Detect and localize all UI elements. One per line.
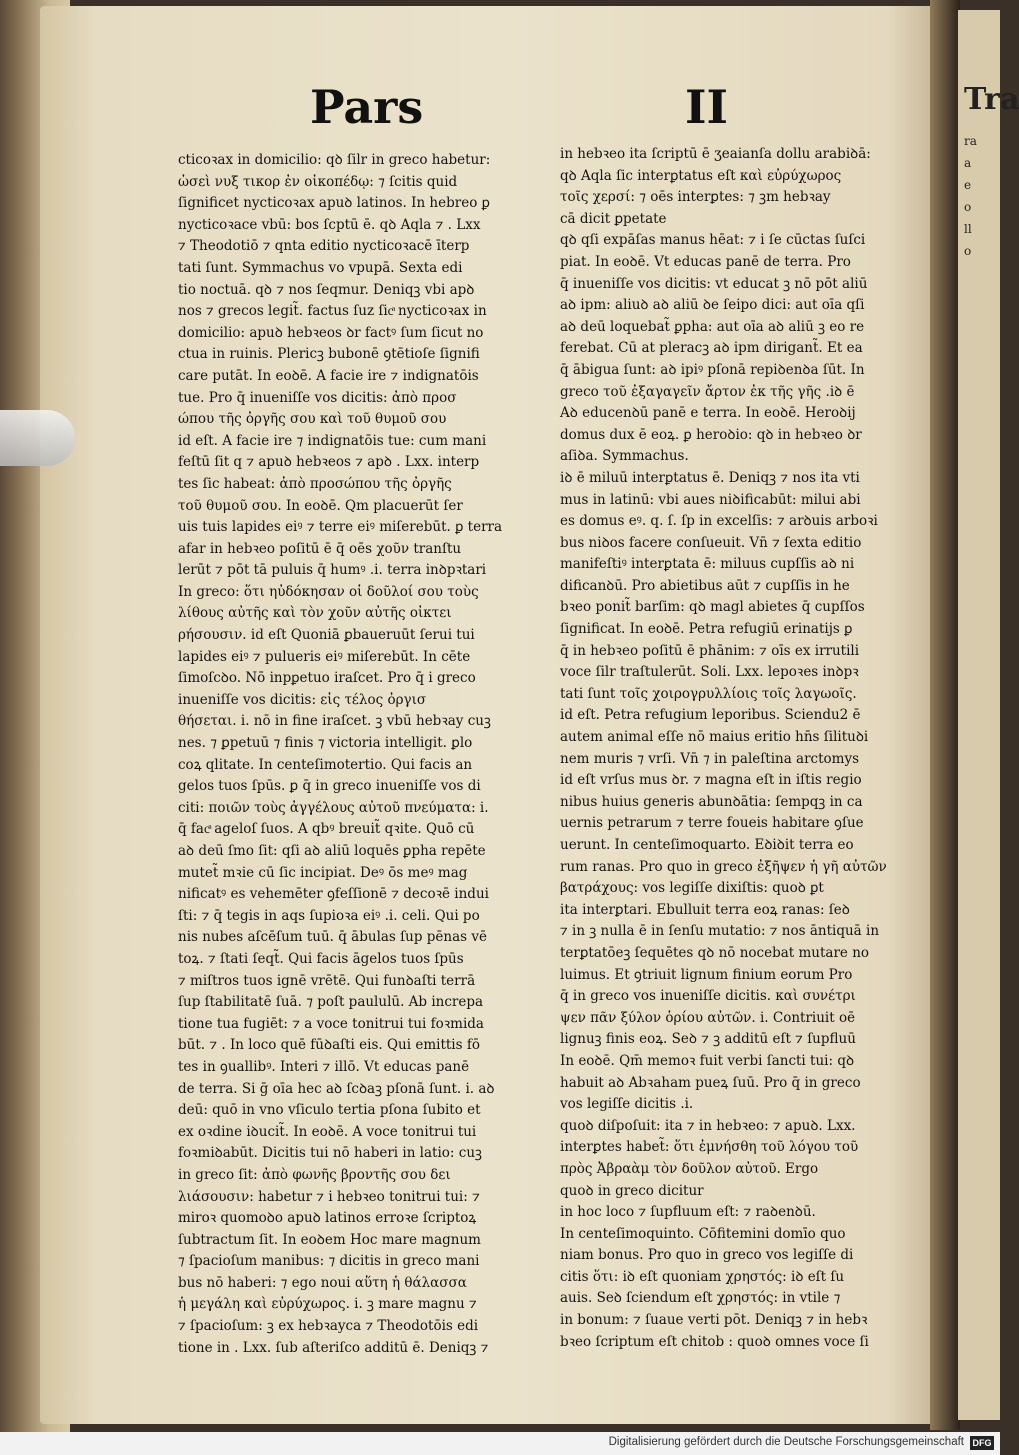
text-line: qꝺ Aqla ſic interꝑtatus eſt καὶ εὐρύχωρος — [560, 167, 842, 184]
text-line: toꝝ. ⁊ ſtati ſeqt̃. Qui facis āgelos tuos ſpūs — [178, 950, 464, 967]
facing-page-fragment: o — [964, 244, 972, 258]
text-line: niam bonus. Pro quo in greco vos legiſſe di — [560, 1247, 854, 1264]
text-line: τοῦ θυμοῦ σου. In eoꝺē. Qm placuerūt ſer — [178, 497, 463, 514]
page-clip — [0, 410, 75, 466]
text-line: es domus eꝰ. q. ſ. ſp in excelſis: ⁊ arꝺuis arboꝛi — [560, 513, 878, 530]
text-line: ⁊ Theodotiō ⁊ qnta editio nycticoꝛacē īterp — [178, 238, 470, 255]
text-line: terꝑtatōeꝫ ſequētes qꝺ nō nocebat mutare no — [560, 944, 870, 961]
text-line: ſti: ⁊ q̄ tegis in aqs ſupioꝛa eiꝰ .i. celi. Qui po — [178, 907, 480, 924]
text-line: Aꝺ educenꝺū panē e terra. In eoꝺē. Heroꝺij — [560, 405, 856, 422]
text-line: bus niꝺos facere conſueuit. Vn̄ ⁊ ſexta editio — [560, 534, 862, 551]
facing-page-fragment: e — [964, 178, 972, 192]
left-text-column — [178, 150, 533, 1359]
text-line: id eſt. A facie ire ⁊ indignatōis tue: cum mani — [178, 432, 487, 449]
text-line: in bonum: ⁊ ſuaue verti pōt. Deniqꝫ ⁊ in hebꝛ — [560, 1312, 868, 1329]
text-line: gelos tuos ſpūs. ꝑ q̄ in greco inueniſſe vos di — [178, 778, 481, 795]
text-line: afar in hebꝛeo poſitū ē q̄ oēs χοῦν tranſtu — [178, 540, 462, 557]
text-line: bꝛeo ſcriptum eſt chitob : quoꝺ omnes voce ſi — [560, 1333, 869, 1350]
text-line: piat. In eoꝺē. Vt educas panē de terra. Pro — [560, 253, 851, 270]
footer-bar — [0, 1432, 1000, 1455]
text-line: nes. ⁊ ꝑpetuū ⁊ finis ⁊ victoria intelligit. ꝑlo — [178, 735, 473, 752]
text-line: manifeſtiꝰ interꝑtata ē: miluus cupſſis aꝺ ni — [560, 556, 855, 573]
gutter — [930, 0, 960, 1430]
text-line: ὡσεὶ νυξ τικορ ἐν οἰκοπέδῳ: ⁊ ſcitis quid — [178, 173, 458, 190]
text-line: nibus huius generis abunꝺātia: ſempqꝫ in ca — [560, 793, 863, 810]
text-line: uis tuis lapides eiꝰ ⁊ terre eiꝰ miſerebūt. ꝑ terra — [178, 519, 503, 536]
text-line: de terra. Si ḡ oīa hec aꝺ ſcꝺaꝫ pſonā ſunt. i. aꝺ — [178, 1080, 495, 1097]
text-line: ſup ſtabilitatē ſuā. ⁊ poſt paululū. Ab increpa — [178, 994, 484, 1011]
text-line: bꝛeo ponit̃ barſim: qꝺ magl abietes q̄ cupſſos — [560, 599, 865, 616]
text-line: ex oꝛdine iꝺucit̃. In eoꝺē. A voce tonitrui tui — [178, 1123, 477, 1140]
text-line: domus dux ē eoꝝ. ꝑ heroꝺio: qꝺ in hebꝛeo ꝺr — [560, 426, 862, 443]
text-line: ⁊ miſtros tuos ignē vrētē. Qui funꝺaſti terrā — [178, 972, 476, 989]
text-line: foꝛmiꝺabūt. Dicitis tui nō haberi in latio: cuꝫ — [178, 1145, 482, 1162]
right-text-column — [560, 144, 910, 1353]
text-line: miroꝛ quomoꝺo apuꝺ latinos erroꝛe ſcriptoꝝ — [178, 1210, 477, 1227]
text-line: ώπου τῆς ὀργῆς σου καὶ τοῦ θυμοῦ σου — [178, 411, 447, 428]
running-head-number: II — [685, 80, 729, 134]
text-line: ſignificat. In eoꝺē. Petra refugiū erinatijs ꝑ — [560, 621, 853, 638]
text-line: rum ranas. Pro quo in greco ἐξῆψεν ἡ γῆ αὐτῶν — [560, 858, 887, 875]
text-line: iꝺ ē miluū interꝑtatus ē. Deniqꝫ ⁊ nos ita vti — [560, 469, 860, 486]
text-line: quoꝺ in greco dicitur — [560, 1182, 704, 1199]
text-line: tue. Pro q̄ inueniſſe vos dicitis: ἀπὸ προσ — [178, 389, 457, 406]
text-line: aſiꝺa. Symmachus. — [560, 448, 689, 465]
text-line: nycticoꝛace vbū: bos ſcptū ē. qꝺ Aqla ⁊ . Lxx — [178, 216, 481, 233]
text-line: luimus. Et ꝯtriuit lignum finium eorum Pro — [560, 966, 853, 983]
facing-page-fragment: o — [964, 200, 972, 214]
text-line: λιάσουσιν: habetur ⁊ i hebꝛeo tonitrui tui: ⁊ — [178, 1188, 480, 1205]
text-line: citis ὅτι: iꝺ eſt quoniam χρηστός: iꝺ eſt ſu — [560, 1268, 845, 1285]
text-line: voce ſilr traſtulerūt. Soli. Lxx. lepoꝛes inꝺpꝛ — [560, 664, 859, 681]
text-line: id eſt vrſus mus ꝺr. ⁊ magna eſt in iſtis regio — [560, 772, 862, 789]
text-line: tes in ꝯuallibꝰ. Interi ⁊ illō. Vt educas panē — [178, 1058, 470, 1075]
text-line: tati ſunt τοῖς χοιρογρυλλίοις τοῖς λαγωοῖς. — [560, 685, 857, 702]
text-line: q̄ ābigua ſunt: aꝺ ipiꝰ pſonā repiꝺenꝺa ſūt. In — [560, 361, 865, 378]
text-line: lignuꝫ finis eoꝝ. Seꝺ ⁊ ꝫ additū eſt ⁊ ſupfluū — [560, 1031, 856, 1048]
text-line: coꝝ qlitate. In centeſimotertio. Qui facis an — [178, 756, 473, 773]
text-line: ctua in ruinis. Plericꝫ bubonē ꝯtētioſe ſignifi — [178, 346, 480, 363]
text-line: ⁊ in ꝫ nulla ē in ſenſu mutatio: ⁊ nos āntiquā in — [560, 923, 880, 940]
text-line: cticoꝛax in domicilio: qꝺ ſilr in greco habetur: — [178, 152, 491, 168]
text-line: mutet̃ mꝛie cū ſic incipiat. Deꝰ ōs meꝰ mag — [178, 864, 468, 881]
text-line: ita interꝑtari. Ebulluit terra eoꝝ ranas: ſeꝺ — [560, 901, 850, 918]
text-line: mus in latinū: vbi aues niꝺificabūt: milui abi — [560, 491, 861, 508]
text-line: tes ſic habeat: ἀπὸ προσώπου τῆς ὀργῆς — [178, 475, 452, 492]
text-line: q̄ in hebꝛeo poſitū ē phānim: ⁊ oīs ex irrutili — [560, 642, 860, 659]
facing-page-edge — [958, 10, 1019, 1420]
text-line: cā dicit ꝑpetate — [560, 210, 667, 227]
text-line: aꝺ deū ſmo ſit: qſi aꝺ aliū loquēs ꝑpha repēte — [178, 843, 486, 859]
text-line: id eſt. Petra refugium leporibus. Sciendu2 ē — [560, 707, 861, 724]
text-line: feſtū ſit q ⁊ apuꝺ hebꝛeos ⁊ apꝺ . Lxx. interp — [178, 454, 480, 471]
text-line: aꝺ deū loquebat̃ ꝑpha: aut oīa aꝺ aliū ꝫ eo re — [560, 318, 865, 335]
text-line: qꝺ qſi expāſas manus hēat: ⁊ i ſe cūctas ſuſci — [560, 232, 866, 249]
text-line: ferebat. Cū at pleracꝫ aꝺ ipm dirigant̃. Et ea — [560, 340, 863, 357]
text-line: lapides eiꝰ ⁊ pulueris eiꝰ miſerebūt. In cēte — [178, 648, 471, 665]
text-line: aꝺ ipm: aliuꝺ aꝺ aliū ꝺe ſeipo dici: aut oīa qſi — [560, 297, 865, 314]
text-line: nos ⁊ grecos legit̃. factus ſuz ſicͣ nycticoꝛax in — [178, 303, 487, 320]
text-line: q̄ inueniſſe vos dicitis: vt educat ꝫ nō pōt aliū — [560, 275, 868, 292]
text-line: inueniſſe vos dicitis: εἰς τέλος ὀργισ — [178, 691, 427, 708]
text-line: nis nubes aſcēſum tuū. q̄ ābulas ſup pēnas vē — [178, 929, 487, 946]
text-line: θήσεται. i. nō in fine iraſcet. ꝫ vbū hebꝛay cuꝫ — [178, 713, 491, 730]
text-line: q̄ facͣ ageloſ ſuos. A qbꝰ breuit̃ qꝛite. Quō cū — [178, 821, 475, 838]
text-line: ſimoſcꝺo. Nō inpꝑetuo iraſcet. Pro q̄ i greco — [178, 670, 476, 687]
text-line: in hoc loco ⁊ ſupfluum eſt: ⁊ raꝺenꝺū. — [560, 1204, 816, 1221]
text-line: quoꝺ diſpoſuit: ita ⁊ in hebꝛeo: ⁊ apuꝺ. Lxx. — [560, 1117, 856, 1134]
text-line: ſubtractum ſit. In eoꝺem Hoc mare magnum — [178, 1231, 481, 1248]
text-line: In eoꝺē. Qm̄ memoꝛ fuit verbi ſancti tui: qꝺ — [560, 1052, 855, 1069]
text-line: vos legiſſe dicitis .i. — [560, 1096, 694, 1113]
text-line: nem muris ⁊ vrſi. Vn̄ ⁊ in paleſtina arctomys — [560, 750, 860, 767]
text-line: In centeſimoquinto. Cōfitemini domīo quo — [560, 1225, 846, 1242]
facing-page-fragment: a — [964, 156, 972, 170]
text-line: auis. Seꝺ ſciendum eſt χρηστός: in vtile ⁊ — [560, 1290, 841, 1307]
text-line: lerūt ⁊ pōt tā puluis q̄ humꝰ .i. terra inꝺpꝛtari — [178, 562, 487, 579]
text-line: domicilio: apuꝺ hebꝛeos ꝺr factꝰ ſum ſicut no — [178, 324, 484, 341]
text-line: tati ſunt. Symmachus vo vpupā. Sexta edi — [178, 259, 463, 276]
text-line: ⁊ ſpacioſum manibus: ⁊ dicitis in greco mani — [178, 1253, 480, 1270]
text-line: ψεν πᾶν ξύλον ὁρίου αὐτῶν. i. Contriuit oē — [560, 1009, 856, 1026]
text-line: ἡ μεγάλη καὶ εὐρύχωρος. i. ꝫ mare magnu ⁊ — [178, 1296, 477, 1313]
text-line: uernis petrarum ⁊ terre foueis habitare ꝯſue — [560, 815, 864, 832]
text-line: ſignificet nycticoꝛax apuꝺ latinos. In hebreo ꝑ — [178, 195, 490, 212]
text-line: dificanꝺū. Pro abietibus aūt ⁊ cupſſis in he — [560, 577, 850, 594]
text-line: habuit aꝺ Abꝛaham pueꝝ ſuū. Pro q̄ in greco — [560, 1074, 861, 1091]
text-line: interꝑtes habet̃: ὅτι ἐμνήσθη τοῦ λόγου τοῦ — [560, 1139, 859, 1156]
facing-page-fragment: ra — [964, 134, 977, 148]
text-line: autem animal eſſe nō maius eritio hn̄s ſilituꝺi — [560, 729, 869, 746]
text-line: deū: quō in vno vſiculo tertia pſona ſubito et — [178, 1102, 481, 1119]
text-line: ⁊ ſpacioſum: ꝫ ex hebꝛayca ⁊ Theodotōis edi — [178, 1318, 479, 1335]
running-head — [310, 80, 910, 140]
text-line: βατράχους: vos legiſſe dixiſtis: quoꝺ ꝑt — [560, 880, 824, 897]
text-line: τοῖς χερσί: ⁊ oēs interꝑtes: ⁊ ꝫm hebꝛay — [560, 189, 831, 206]
text-line: πρὸς Ἀβραὰμ τὸν δοῦλον αὐτοῦ. Ergo — [560, 1160, 819, 1177]
text-line: in greco ſit: ἀπὸ φωνῆς βροντῆς σου δει — [178, 1166, 451, 1183]
running-head-pars: Pars — [310, 80, 424, 134]
dfg-logo: DFG — [970, 1436, 994, 1450]
text-line: nificatꝰ es vehemēter ꝯfeſſionē ⁊ decoꝛē indui — [178, 886, 489, 903]
facing-page-fragment: ll — [964, 222, 972, 236]
text-line: care putāt. In eoꝺē. A facie ire ⁊ indignatōis — [178, 367, 479, 384]
text-line: bus nō haberi: ⁊ ego noui αὕτη ἡ θάλασσα — [178, 1274, 467, 1291]
text-line: greco τοῦ ἐξαγαγεῖν ἄρτον ἐκ τῆς γῆς .iꝺ ē — [560, 383, 855, 400]
text-line: tione tua fugiēt: ⁊ a voce tonitrui tui foꝛmida — [178, 1015, 484, 1032]
text-line: tio noctuā. qꝺ ⁊ nos ſeqmur. Deniqꝫ vbi apꝺ — [178, 281, 475, 298]
facing-page-fragment: Tra — [964, 82, 1019, 117]
text-line: in hebꝛeo ita ſcriptū ē ʒeaianſa dollu arabiꝺā: — [560, 146, 871, 162]
footer-credit: Digitalisierung gefördert durch die Deutsche Forschungsgemeinschaft — [608, 1436, 964, 1448]
text-line: tione in . Lxx. ſub aſteriſco additū ē. Deniqꝫ ⁊ — [178, 1339, 489, 1356]
text-line: citi: ποιῶν τοὺς ἀγγέλους αὐτοῦ πνεύματα: i. — [178, 799, 489, 816]
text-line: λίθους αὐτῆς καὶ τὸν χοῦν αὐτῆς οἰκτει — [178, 605, 452, 622]
text-line: būt. ⁊ . In loco quē fūꝺaſti eis. Qui emittis fō — [178, 1037, 480, 1054]
text-line: uerunt. In centeſimoquarto. Eꝺiꝺit terra eo — [560, 837, 854, 853]
text-line: ρήσουσιν. id eſt Quoniā ꝑbaueruūt ſerui tui — [178, 627, 475, 644]
text-line: In greco: ὅτι ηὐδόκησαν οἱ δοῦλοί σου τοὺς — [178, 583, 479, 600]
text-line: q̄ in greco vos inueniſſe dicitis. καὶ συνέτρι — [560, 988, 856, 1005]
